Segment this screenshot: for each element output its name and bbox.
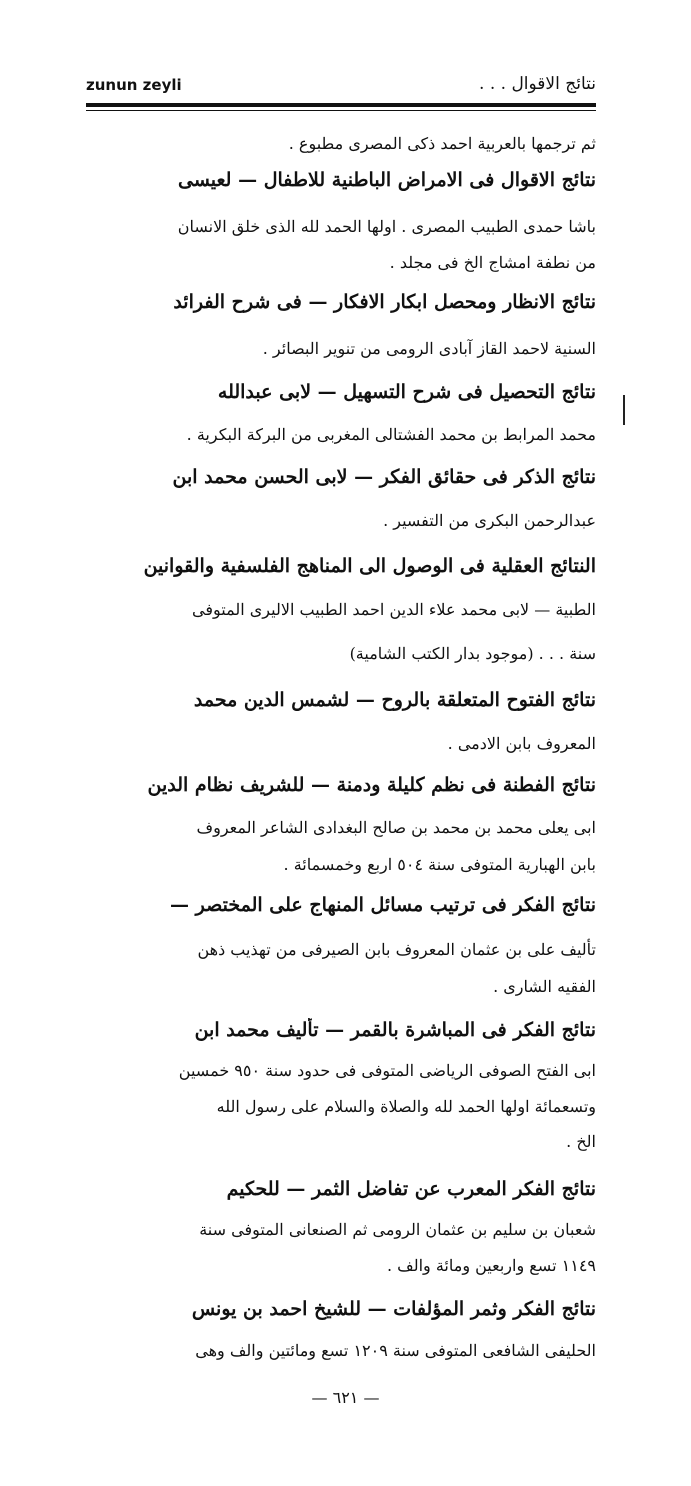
header-author: zunun zeyli bbox=[86, 76, 182, 94]
text-line: سنة . . . (موجود بدار الكتب الشامية) bbox=[349, 644, 596, 663]
text-line: الخ . bbox=[566, 1132, 596, 1151]
header-rule-thin bbox=[86, 110, 596, 111]
text-line: ثم ترجمها بالعربية احمد ذكى المصرى مطبوع . bbox=[288, 134, 596, 153]
entry-title-line: نتائج الفكر فى ترتيب مسائل المنهاج على المختصر — bbox=[170, 894, 596, 916]
text-line: عبدالرحمن البكرى من التفسير . bbox=[383, 511, 596, 530]
text-line: وتسعمائة اولها الحمد لله والصلاة والسلام على رسول الله bbox=[216, 1097, 596, 1116]
text-line: ابى يعلى محمد بن محمد بن صالح البغدادى الشاعر المعروف bbox=[196, 818, 596, 837]
entry-title-line: نتائج الفطنة فى نظم كليلة ودمنة — للشريف نظام الدين bbox=[147, 774, 596, 796]
text-line: تأليف على بن عثمان المعروف بابن الصيرفى من تهذيب ذهن bbox=[197, 940, 596, 959]
text-line: شعبان بن سليم بن عثمان الرومى ثم الصنعانى المتوفى سنة bbox=[199, 1220, 596, 1239]
text-line: محمد المرابط بن محمد الفشتالى المغربى من البركة البكرية . bbox=[186, 425, 596, 444]
text-line: باشا حمدى الطبيب المصرى . اولها الحمد لله الذى خلق الانسان bbox=[177, 217, 596, 236]
text-line: ١١٤٩ تسع واربعين ومائة والف . bbox=[386, 1256, 596, 1275]
page-number: — ٦٢١ — bbox=[311, 1388, 380, 1407]
text-line: الطبية — لابى محمد علاء الدين احمد الطبيب الاليرى المتوفى bbox=[192, 600, 596, 619]
entry-title-line: نتائج التحصيل فى شرح التسهيل — لابى عبدالله bbox=[217, 381, 596, 403]
entry-title-line: نتائج الفتوح المتعلقة بالروح — لشمس الدين محمد bbox=[193, 689, 596, 711]
entry-title-line: النتائج العقلية فى الوصول الى المناهج الفلسفية والقوانين bbox=[143, 555, 596, 577]
entry-title-line: نتائج الذكر فى حقائق الفكر — لابى الحسن محمد ابن bbox=[172, 466, 596, 488]
entry-title-line: نتائج الفكر وثمر المؤلفات — للشيخ احمد بن يونس bbox=[191, 1298, 596, 1320]
text-line: المعروف بابن الادمى . bbox=[447, 734, 596, 753]
text-line: بابن الهبارية المتوفى سنة ٥٠٤ اربع وخمسمائة . bbox=[283, 855, 596, 874]
entry-title-line: نتائج الفكر فى المباشرة بالقمر — تأليف محمد ابن bbox=[194, 1019, 596, 1041]
text-line: السنية لاحمد القاز آبادى الرومى من تنوير البصائر . bbox=[262, 339, 596, 358]
text-line: الحليفى الشافعى المتوفى سنة ١٢٠٩ تسع ومائتين والف وهى bbox=[195, 1341, 596, 1360]
entry-title-line: نتائج الفكر المعرب عن تفاضل الثمر — للحكيم bbox=[226, 1178, 596, 1200]
header-rule-thick bbox=[86, 103, 596, 107]
margin-mark bbox=[623, 395, 625, 425]
entry-title-line: نتائج الانظار ومحصل ابكار الافكار — فى شرح الفرائد bbox=[173, 291, 596, 313]
text-line: من نطفة امشاج الخ فى مجلد . bbox=[389, 253, 596, 272]
header-title: نتائج الاقوال . . . bbox=[479, 74, 596, 94]
entry-title-line: نتائج الاقوال فى الامراض الباطنية للاطفال — لعيسى bbox=[178, 169, 596, 191]
running-header bbox=[86, 74, 596, 102]
text-line: ابى الفتح الصوفى الرياضى المتوفى فى حدود سنة ٩٥٠ خمسين bbox=[178, 1061, 596, 1080]
text-line: الفقيه الشارى . bbox=[493, 977, 596, 996]
